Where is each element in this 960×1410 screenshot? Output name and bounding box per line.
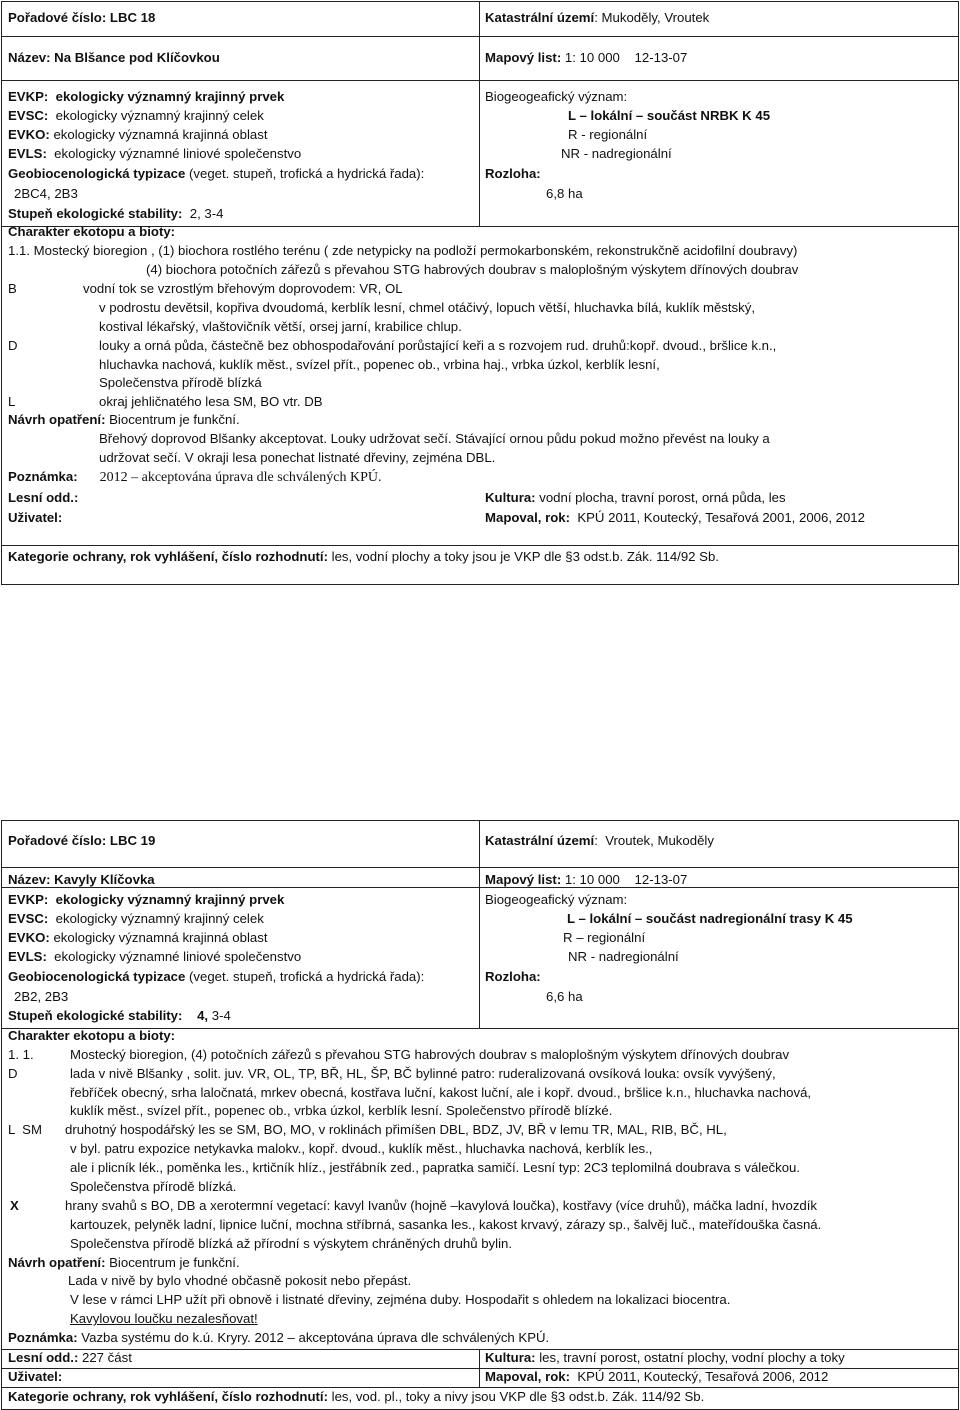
geobio-value: 2BC4, 2B3: [14, 186, 78, 201]
evko-row: EVKO: ekologicky významná krajinná oblast: [8, 127, 268, 142]
evsc-row: EVSC: ekologicky významný krajinný celek: [8, 911, 264, 926]
biogeo-regional: R – regionální: [563, 930, 646, 945]
habitat-line: hrany svahů s BO, DB a xerotermní vegetací: kavyl Ivanův (hojně –kavylová loučka), kostřavy (více druhů), máčka ladní, hvozdík: [65, 1198, 818, 1213]
habitat-line: (4) biochora potočních zářezů s převahou STG habrových doubrav s maloplošným výskytem dřínových doubrav: [146, 262, 799, 277]
area-value: 6,6 ha: [546, 989, 583, 1004]
habitat-line: okraj jehličnatého lesa SM, BO vtr. DB: [99, 394, 323, 409]
protection-category: Kategorie ochrany, rok vyhlášení, číslo rozhodnutí: les, vodní plochy a toky jsou je VKP dle §3 odst.b. Zák. 114/92 Sb.: [8, 549, 719, 564]
evkp-row: EVKP: ekologicky významný krajinný prvek: [8, 89, 285, 104]
cadastral-area: Katastrální území: Vroutek, Mukoděly: [485, 833, 714, 848]
measures-line: udržovat sečí. V okraji lesa ponechat listnaté dřeviny, zejména DBL.: [99, 450, 496, 465]
biogeo-label: Biogeogeafický význam:: [485, 89, 628, 104]
geobio-label: Geobiocenologická typizace (veget. stupeň, trofická a hydrická řada):: [8, 969, 425, 984]
note: Poznámka: 2012 – akceptována úprava dle schválených KPÚ.: [8, 469, 382, 485]
habitat-letter: D: [8, 1066, 18, 1081]
protection-category: Kategorie ochrany, rok vyhlášení, číslo rozhodnutí: les, vod. pl., toky a nivy jsou VKP dle §3 odst.b. Zák. 114/92 Sb.: [8, 1389, 705, 1404]
habitat-line: kuklík měst., svízel přít., popenec ob., vrbka úzkol, kerblík lesní. Společenstvo přírodě blízké.: [70, 1103, 613, 1118]
habitat-line: vodní tok se vzrostlým břehovým doprovodem: VR, OL: [83, 281, 403, 296]
evls-row: EVLS: ekologicky významné liniové společenstvo: [8, 949, 302, 964]
site-name: Název: Na Blšance pod Klíčovkou: [8, 50, 220, 65]
habitat-line: lada v nivě Blšanky , solit. juv. VR, OL, TP, BŘ, HL, ŠP, BČ bylinné patro: ruderalizovaná ovsíková louka: ovsík vyvýšený,: [70, 1066, 776, 1081]
biogeo-supraregional: NR - nadregionální: [568, 949, 679, 964]
land-use: Kultura: les, travní porost, ostatní plochy, vodní plochy a toky: [485, 1350, 845, 1365]
cadastral-area: Katastrální území: Mukoděly, Vroutek: [485, 10, 710, 25]
land-use: Kultura: vodní plocha, travní porost, orná půda, les: [485, 490, 786, 505]
habitat-line: druhotný hospodářský les se SM, BO, MO, v roklinách přimíšen DBL, BDZ, JV, BŘ v lemu TR, MAL, RIB, BČ, HL,: [65, 1122, 727, 1137]
habitat-line: louky a orná půda, částečně bez obhospodařování porůstající keři a s rozvojem rud. druhů:kopř. dvoud., bršlice k.n.,: [99, 338, 777, 353]
mapped-by: Mapoval, rok: KPÚ 2011, Koutecký, Tesařová 2006, 2012: [485, 1369, 829, 1384]
site-name: Název: Kavyly Klíčovka: [8, 872, 155, 887]
record-number: Pořadové číslo: LBC 19: [8, 833, 156, 848]
habitat-heading: Charakter ekotopu a bioty:: [8, 224, 176, 239]
measures-line: Kavylovou loučku nezalesňovat!: [70, 1311, 258, 1326]
measures: Návrh opatření: Biocentrum je funkční.: [8, 412, 240, 427]
habitat-letter: D: [8, 338, 18, 353]
habitat-line: 1. 1.: [8, 1047, 34, 1062]
user: Uživatel:: [8, 510, 63, 525]
evkp-row: EVKP: ekologicky významný krajinný prvek: [8, 892, 285, 907]
user: Uživatel:: [8, 1369, 63, 1384]
habitat-line: Společenstva přírodě blízká až přírodní s výskytem chráněných druhů bylin.: [70, 1236, 513, 1251]
habitat-line: kostival lékařský, vlaštovičník větší, orsej jarní, krabilice chlup.: [99, 319, 462, 334]
note: Poznámka: Vazba systému do k.ú. Kryry. 2012 – akceptována úprava dle schválených KPÚ.: [8, 1330, 550, 1345]
biogeo-supraregional: NR - nadregionální: [561, 146, 672, 161]
habitat-letter: L SM: [8, 1122, 42, 1137]
habitat-line: v podrostu devětsil, kopřiva dvoudomá, kerblík lesní, chmel otáčivý, lopuch větší, hluchavka bílá, kuklík městský,: [99, 300, 756, 315]
evls-row: EVLS: ekologicky významné liniové společenstvo: [8, 146, 302, 161]
measures-line: Lada v nivě by bylo vhodné občasně pokosit nebo přepást.: [68, 1273, 412, 1288]
stability: Stupeň ekologické stability: 4, 3-4: [8, 1008, 231, 1023]
biogeo-local: L – lokální – součást nadregionální trasy K 45: [567, 911, 853, 926]
evko-row: EVKO: ekologicky významná krajinná oblast: [8, 930, 268, 945]
habitat-line: kartouzek, pelyněk ladní, lipnice luční, mochna stříbrná, sasanka les., kakost krvavý, zárazy sp., šalvěj luč., mateřídouška časná.: [70, 1217, 822, 1232]
stability: Stupeň ekologické stability: 2, 3-4: [8, 206, 224, 221]
biogeo-regional: R - regionální: [568, 127, 648, 142]
area-value: 6,8 ha: [546, 186, 583, 201]
measures-line: Břehový doprovod Blšanky akceptovat. Louky udržovat sečí. Stávající ornou půdu pokud možno převést na louky a: [99, 431, 770, 446]
measures-line: V lese v rámci LHP užít při obnově i listnaté dřeviny, zejména duby. Hospodařit s ohledem na lokalizaci biocentra.: [70, 1292, 731, 1307]
measures: Návrh opatření: Biocentrum je funkční.: [8, 1255, 240, 1270]
habitat-line: 1.1. Mostecký bioregion , (1) biochora rostlého terénu ( zde netypicky na podloží permokarbonském, rekonstrukčně acidofilní doubravy): [8, 243, 798, 258]
forest-section: Lesní odd.:: [8, 490, 79, 505]
biogeo-local: L – lokální – součást NRBK K 45: [568, 108, 771, 123]
mapped-by: Mapoval, rok: KPÚ 2011, Koutecký, Tesařová 2001, 2006, 2012: [485, 510, 865, 525]
map-sheet: Mapový list: 1: 10 000 12-13-07: [485, 872, 688, 887]
map-sheet: Mapový list: 1: 10 000 12-13-07: [485, 50, 688, 65]
evsc-row: EVSC: ekologicky významný krajinný celek: [8, 108, 264, 123]
record-number: Pořadové číslo: LBC 18: [8, 10, 156, 25]
habitat-line: Mostecký bioregion, (4) potočních zářezů s převahou STG habrových doubrav s maloplošným výskytem dřínových doubrav: [70, 1047, 790, 1062]
habitat-line: v byl. patru expozice netykavka malokv., kopř. dvoud., kuklík měst., hluchavka nachová, kerblík les.,: [70, 1141, 653, 1156]
habitat-line: ale i plicník lék., poměnka les., krtičník hlíz., jestřábník zed., papratka samičí. Lesní typ: 2C3 teplomilná doubrava s válečkou.: [70, 1160, 801, 1175]
habitat-letter: L: [8, 394, 16, 409]
habitat-heading: Charakter ekotopu a bioty:: [8, 1028, 176, 1043]
habitat-line: Společenstva přírodě blízká: [99, 375, 262, 390]
geobio-label: Geobiocenologická typizace (veget. stupeň, trofická a hydrická řada):: [8, 166, 425, 181]
forest-section: Lesní odd.: 227 část: [8, 1350, 132, 1365]
habitat-line: řebříček obecný, srha laločnatá, mrkev obecná, kostřava luční, kakost luční, ale i kopř. dvoud., bršlice k.n., hluchavka nachová,: [70, 1085, 812, 1100]
area-label: Rozloha:: [485, 166, 541, 181]
habitat-line: Společenstva přírodě blízká.: [70, 1179, 237, 1194]
habitat-line: hluchavka nachová, kuklík měst., svízel přít., popenec ob., vrbina haj., vrbka úzkol, kerblík lesní,: [99, 357, 660, 372]
biogeo-label: Biogeogeafický význam:: [485, 892, 628, 907]
habitat-letter: B: [8, 281, 17, 296]
habitat-letter: X: [10, 1198, 19, 1213]
geobio-value: 2B2, 2B3: [14, 989, 69, 1004]
area-label: Rozloha:: [485, 969, 541, 984]
